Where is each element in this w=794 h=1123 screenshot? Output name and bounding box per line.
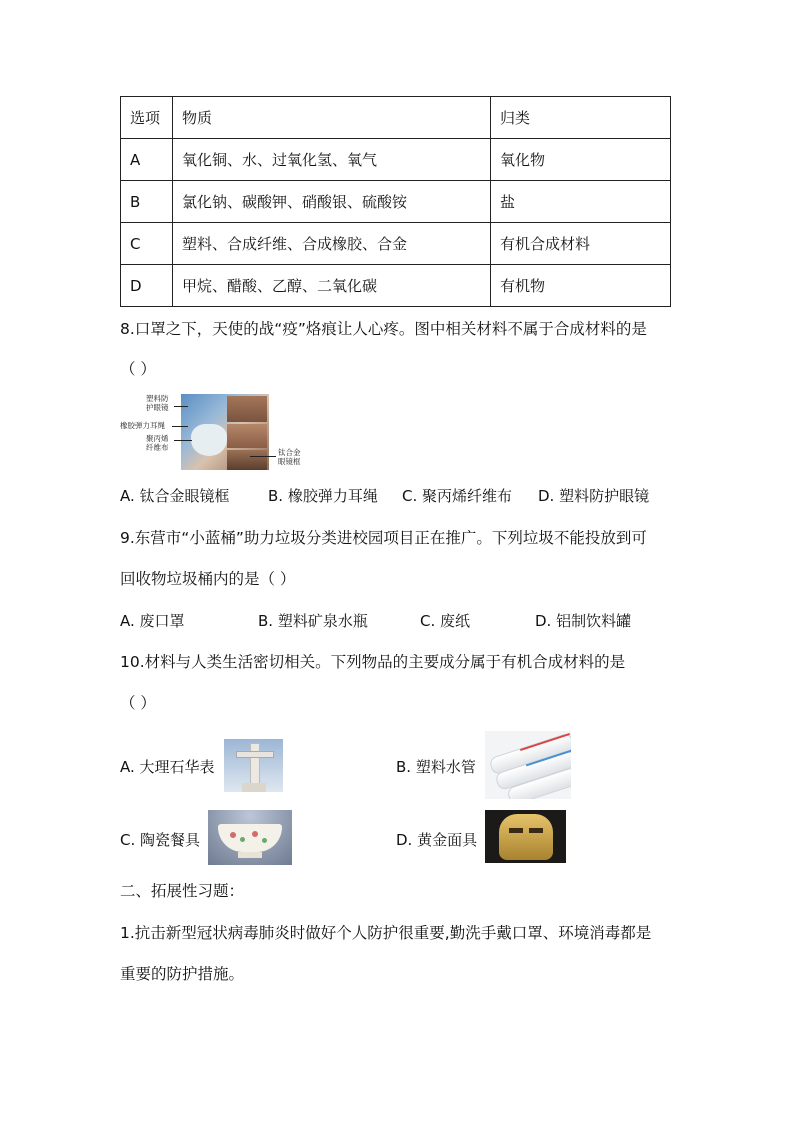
classification-table [120,96,671,307]
leader-line [174,406,188,407]
nurse-photo [181,394,269,470]
question-8-figure [118,392,308,472]
bowl [218,824,282,852]
leader-line [174,440,192,441]
q10-option-c: C. 陶瓷餐具 [120,831,201,849]
table-cell: 物质 [173,97,491,139]
q8-option-a: A. 钛合金眼镜框 [120,487,230,505]
table-cell: D [121,265,173,307]
flower-decor [252,831,258,837]
face-image [227,396,267,422]
q8-option-d: D. 塑料防护眼镜 [538,487,650,505]
q10-option-a: A. 大理石华表 [120,758,215,776]
section-2-q1: 1.抗击新型冠状病毒肺炎时做好个人防护很重要,勤洗手戴口罩、环境消毒都是 [120,924,652,942]
question-8-stem: 8.口罩之下，天使的战“疫”烙痕让人心疼。图中相关材料不属于合成材料的是 [120,320,647,338]
section-2-q1-cont: 重要的防护措施。 [120,965,245,983]
q8-option-b: B. 橡胶弹力耳绳 [268,487,378,505]
label-frame: 钛合金 眼镜框 [278,448,301,466]
table-cell: 甲烷、醋酸、乙醇、二氧化碳 [173,265,491,307]
mask-eye [529,828,543,833]
bowl-foot [238,852,262,858]
leader-line [172,426,188,427]
table-cell: 有机合成材料 [491,223,671,265]
leaf-decor [262,838,267,843]
leaf-decor [240,837,245,842]
pillar-wing [236,751,274,758]
q10-option-d: D. 黄金面具 [396,831,478,849]
section-2-heading: 二、拓展性习题： [120,882,245,900]
plastic-pipe-image [485,731,571,799]
question-10-blank: （ ） [120,694,156,712]
table-row [121,181,671,223]
table-cell: 塑料、合成纤维、合成橡胶、合金 [173,223,491,265]
gold-mask-image [485,810,566,863]
label-fabric: 聚丙烯 纤维布 [146,434,169,452]
q9-option-b: B. 塑料矿泉水瓶 [258,612,368,630]
flower-decor [230,832,236,838]
pillar-base [242,783,266,792]
q9-option-a: A. 废口罩 [120,612,185,630]
question-8-blank: （ ） [120,360,156,378]
table-cell: 有机物 [491,265,671,307]
question-9-stem-cont: 回收物垃圾桶内的是（ ） [120,570,296,588]
label-goggles: 塑料防 护眼镜 [146,394,169,412]
table-cell: 氧化铜、水、过氧化氢、氧气 [173,139,491,181]
table-header-row [121,97,671,139]
table-row [121,265,671,307]
mask-eye [509,828,523,833]
ceramic-bowl-image [208,810,292,865]
marble-pillar-image [224,739,283,792]
q9-option-d: D. 铝制饮料罐 [535,612,632,630]
table-cell: 氧化物 [491,139,671,181]
table-cell: C [121,223,173,265]
question-10-stem: 10.材料与人类生活密切相关。下列物品的主要成分属于有机合成材料的是 [120,653,626,671]
table-cell: B [121,181,173,223]
table-cell: 盐 [491,181,671,223]
question-9-stem: 9.东营市“小蓝桶”助力垃圾分类进校园项目正在推广。下列垃圾不能投放到可 [120,529,647,547]
table-cell: 归类 [491,97,671,139]
table-cell: 选项 [121,97,173,139]
table-cell: 氯化钠、碳酸钾、硝酸银、硫酸铵 [173,181,491,223]
face-image [227,450,267,470]
mask-shape [191,424,227,456]
label-earloop: 橡胶弹力耳绳 [120,421,165,430]
table-row [121,223,671,265]
leader-line [250,456,276,457]
table-cell: A [121,139,173,181]
q10-option-b: B. 塑料水管 [396,758,476,776]
table-row [121,139,671,181]
mask-face [499,814,553,860]
q9-option-c: C. 废纸 [420,612,471,630]
face-image [227,424,267,448]
q8-option-c: C. 聚丙烯纤维布 [402,487,513,505]
